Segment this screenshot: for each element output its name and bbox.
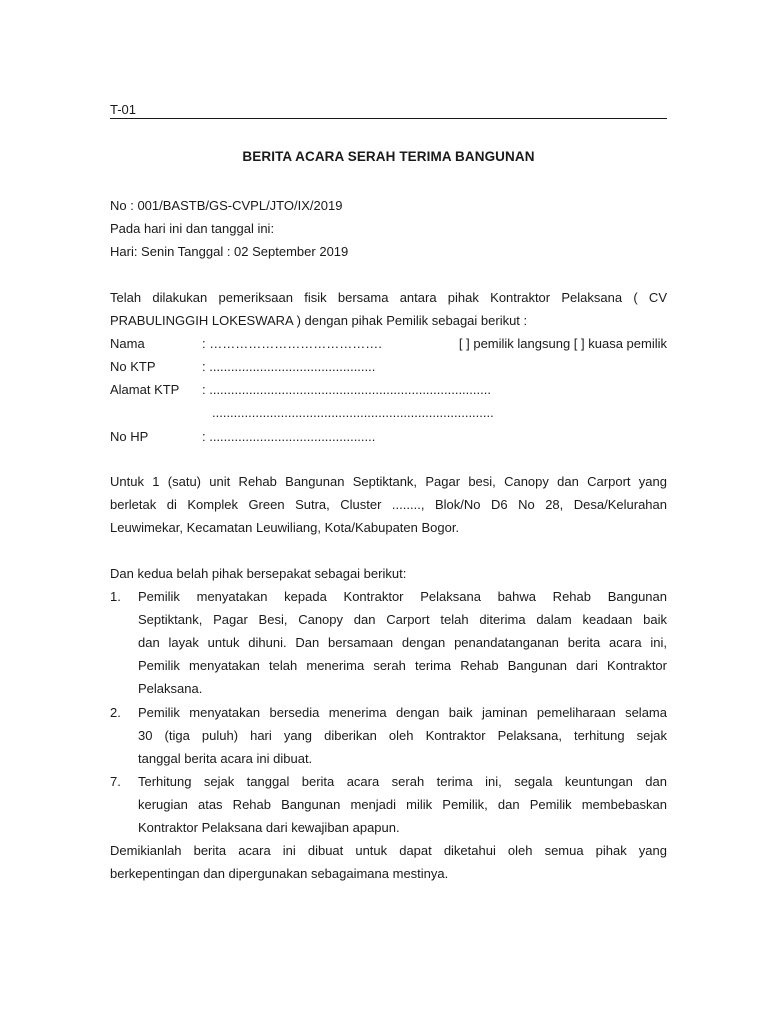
list-item — [138, 770, 667, 839]
ktp-value: : .............................................. — [202, 359, 376, 374]
intro-line: Pada hari ini dan tanggal ini: — [110, 221, 275, 236]
paragraph-line: berkepentingan dan dipergunakan sebagaimana mestinya. — [110, 866, 449, 881]
list-item-line: dan layak untuk dihuni. Dan bersamaan dengan penandatanganan berita acara ini, — [138, 635, 667, 650]
list-item-line: Pelaksana. — [138, 681, 203, 696]
list-number: 1. — [110, 589, 121, 604]
paragraph-line: Demikianlah berita acara ini dibuat untuk dapat diketahui oleh semua pihak yang — [110, 843, 667, 858]
agreement-intro: Dan kedua belah pihak bersepakat sebagai berikut: — [110, 566, 407, 581]
closing-paragraph — [110, 839, 667, 885]
list-item — [138, 585, 667, 700]
list-item-line: Pemilik menyatakan telah menerima serah terima Rehab Bangunan dari Kontraktor — [138, 658, 667, 673]
list-number: 2. — [110, 705, 121, 720]
paragraph-line: Telah dilakukan pemeriksaan fisik bersama antara pihak Kontraktor Pelaksana ( CV — [110, 290, 667, 305]
alamat-label: Alamat KTP — [110, 382, 180, 397]
list-item-line: Pemilik menyatakan bersedia menerima dengan baik jaminan pemeliharaan selama — [138, 705, 667, 720]
document-title: BERITA ACARA SERAH TERIMA BANGUNAN — [242, 149, 535, 164]
inspection-paragraph — [110, 286, 667, 332]
alamat-value-continued: .............................................................................. — [212, 405, 494, 420]
list-item-line: tanggal berita acara ini dibuat. — [138, 751, 313, 766]
list-item-line: Kontraktor Pelaksana dari kewajiban apapun. — [138, 820, 400, 835]
list-item-line: 30 (tiga puluh) hari yang diberikan oleh Kontraktor Pelaksana, terhitung sejak — [138, 728, 667, 743]
list-item-line: Septiktank, Pagar Besi, Canopy dan Carport telah diterima dalam keadaan baik — [138, 612, 667, 627]
nama-label: Nama — [110, 336, 145, 351]
list-item-line: Terhitung sejak tanggal berita acara serah terima ini, segala keuntungan dan — [138, 774, 667, 789]
unit-paragraph — [110, 470, 667, 539]
document-number: No : 001/BASTB/GS-CVPL/JTO/IX/2019 — [110, 198, 343, 213]
date-line: Hari: Senin Tanggal : 02 September 2019 — [110, 244, 349, 259]
hp-label: No HP — [110, 429, 149, 444]
list-item — [138, 701, 667, 770]
list-item-line: kerugian atas Rehab Bangunan menjadi milik Pemilik, dan Pemilik membebaskan — [138, 797, 667, 812]
paragraph-line: berletak di Komplek Green Sutra, Cluster ........, Blok/No D6 No 28, Desa/Kelurahan — [110, 497, 667, 512]
list-number: 7. — [110, 774, 121, 789]
paragraph-line: PRABULINGGIH LOKESWARA ) dengan pihak Pemilik sebagai berikut : — [110, 313, 528, 328]
document-code: T-01 — [110, 102, 137, 117]
alamat-value: : .............................................................................. — [202, 382, 491, 397]
hp-value: : .............................................. — [202, 429, 376, 444]
ktp-label: No KTP — [110, 359, 156, 374]
list-item-line: Pemilik menyatakan kepada Kontraktor Pelaksana bahwa Rehab Bangunan — [138, 589, 667, 604]
nama-value: : …………………………………. — [202, 336, 382, 351]
paragraph-line: Leuwimekar, Kecamatan Leuwiliang, Kota/Kabupaten Bogor. — [110, 520, 460, 535]
paragraph-line: Untuk 1 (satu) unit Rehab Bangunan Septiktank, Pagar besi, Canopy dan Carport yang — [110, 474, 667, 489]
owner-type-options: [ ] pemilik langsung [ ] kuasa pemilik — [458, 336, 667, 351]
document-code-header — [110, 103, 667, 119]
